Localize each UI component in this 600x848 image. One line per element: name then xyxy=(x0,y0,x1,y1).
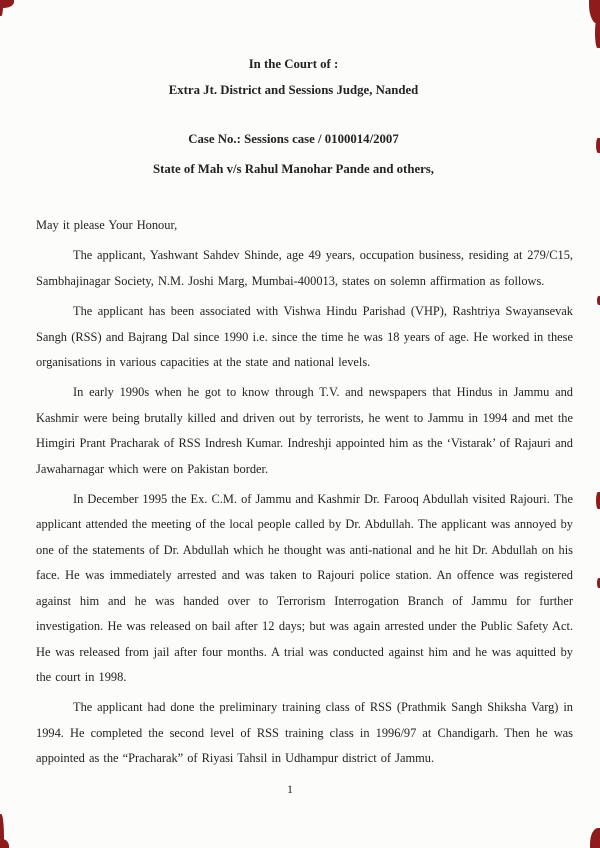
document-header xyxy=(36,0,573,176)
court-intro-line: In the Court of : xyxy=(248,57,339,71)
case-number-line: Case No.: Sessions case / 0100014/2007 xyxy=(188,132,399,146)
court-name-line: Extra Jt. District and Sessions Judge, Nanded xyxy=(168,83,419,97)
affidavit-paragraph-4: In December 1995 the Ex. C.M. of Jammu and Kashmir Dr. Farooq Abdullah visited Rajouri. The applicant attended the meeting of the local people called by Dr. Abdullah. The applicant was annoyed by one of the statements of Dr. Abdullah which he thought was anti-national and he hit Dr. Abdullah on his face. He was immediately arrested and was taken to Rajouri police station. An offence was registered against him and he was handed over to Terrorism Interrogation Branch of Jammu for further investigation. He was released on bail after 12 days; but was again arrested under the Public Safety Act. He was released from jail after four months. A trial was conducted against him and he was aquitted by the court in 1998. xyxy=(36,492,573,684)
edge-artifact-bottom-left-foot xyxy=(0,839,9,848)
affidavit-paragraph-3: In early 1990s when he got to know through T.V. and newspapers that Hindus in Jammu and Kashmir were being brutally killed and driven out by terrorists, he went to Jammu in 1994 and met the Himgiri Prant Pracharak of RSS Indresh Kumar. Indreshji appointed him as the ‘Vistarak’ of Rajauri and Jawaharnagar which were on Pakistan border. xyxy=(36,385,573,476)
affidavit-body xyxy=(36,213,573,772)
edge-artifact-bottom-right xyxy=(590,828,600,848)
case-title-line: State of Mah v/s Rahul Manohar Pande and others, xyxy=(153,162,434,176)
affidavit-paragraph-5: The applicant had done the preliminary training class of RSS (Prathmik Sangh Shiksha Varg) in 1994. He completed the second level of RSS training class in 1996/97 at Chandigarh. Then he was appointed as the “Pracharak” of Riyasi Tahsil in Udhampur district of Jammu. xyxy=(36,700,573,766)
affidavit-paragraph-1: The applicant, Yashwant Sahdev Shinde, age 49 years, occupation business, residing at 279/C15, Sambhajinagar Society, N.M. Joshi Marg, Mumbai-400013, states on solemn affirmation as follows. xyxy=(36,248,573,288)
affidavit-paragraph-2: The applicant has been associated with Vishwa Hindu Parishad (VHP), Rashtriya Swayansevak Sangh (RSS) and Bajrang Dal since 1990 i.e. since the time he was 18 years of age. He worked in these organisations in various capacities at the state and national levels. xyxy=(36,304,573,370)
page-number: 1 xyxy=(287,782,293,796)
salutation-line: May it please Your Honour, xyxy=(36,218,178,232)
